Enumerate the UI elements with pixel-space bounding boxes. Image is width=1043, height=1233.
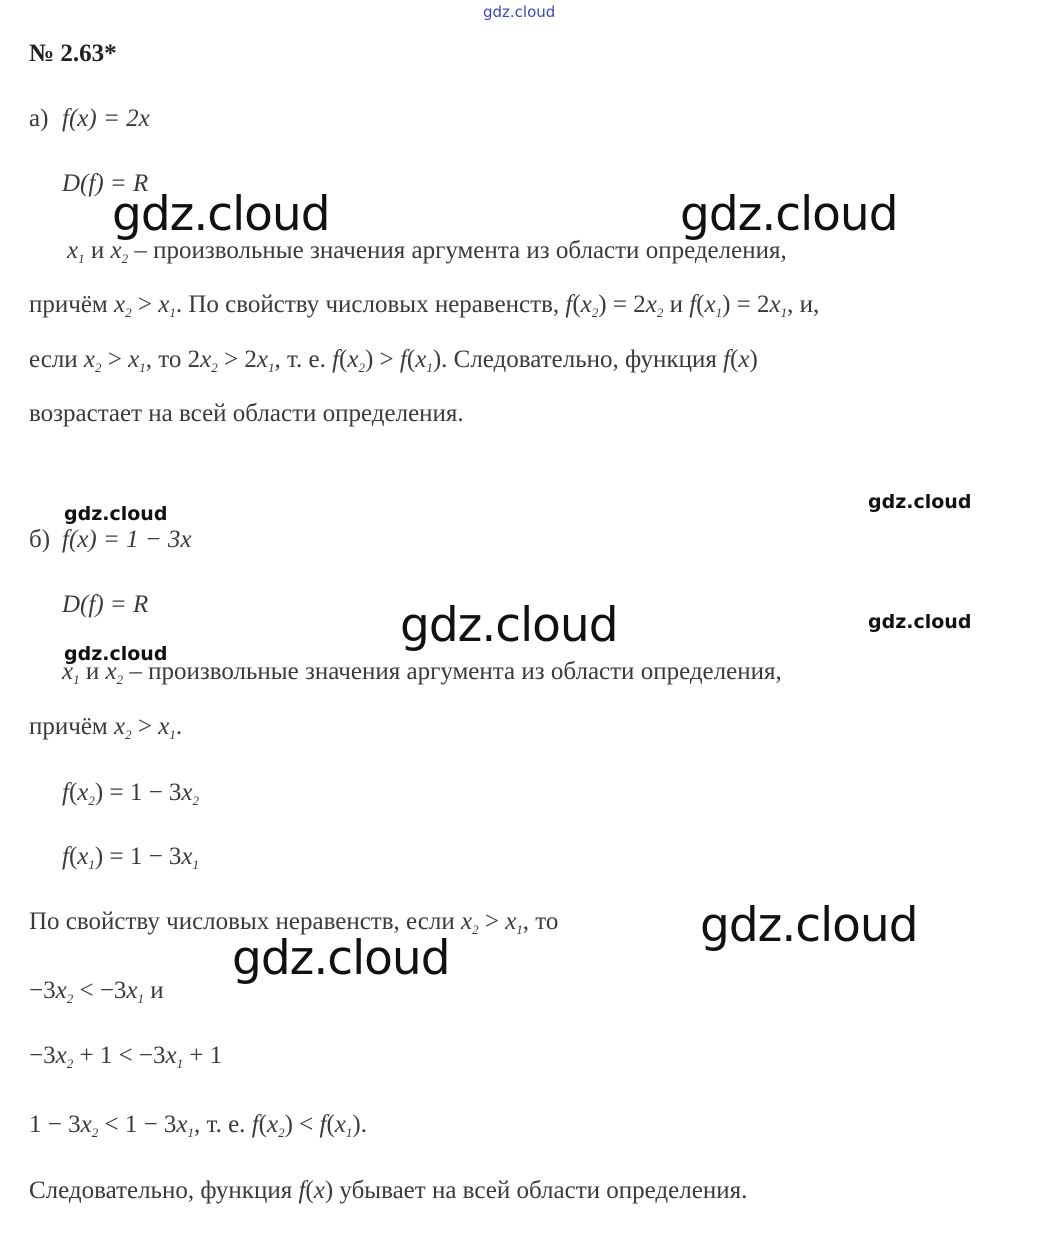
part-b-ineq3: $1 - 3x_2 < 1 - 3x_1$, т. е. $f(x_2) < f(x_1)$. xyxy=(29,1111,367,1140)
watermark-3: gdz.cloud xyxy=(64,503,168,525)
watermark-2: gdz.cloud xyxy=(680,187,898,242)
part-a-domain: D(f) = R xyxy=(62,170,149,197)
watermark-4: gdz.cloud xyxy=(868,491,972,513)
part-b-ineq1: $-3x_2 < -3x_1$ и xyxy=(29,977,164,1006)
part-a-line4: возрастает на всей области определения. xyxy=(29,400,464,427)
part-b-by-property: По свойству числовых неравенств, если $x_2 > x_1$, то xyxy=(29,908,559,937)
part-b-function: f(x) = 1 − 3x xyxy=(62,526,192,553)
watermark-9: gdz.cloud xyxy=(232,931,450,986)
problem-number: № 2.63* xyxy=(29,40,117,67)
part-b-label: б) xyxy=(29,526,51,553)
watermark-top: gdz.cloud xyxy=(483,3,556,21)
watermark-7: gdz.cloud xyxy=(64,643,168,665)
watermark-8: gdz.cloud xyxy=(700,898,918,953)
part-a-function: f(x) = 2x xyxy=(62,105,150,132)
part-b-line1: $x_1$ и $x_2$ – произвольные значения аргумента из области определения, xyxy=(62,658,782,687)
part-b-conclusion: Следовательно, функция f(x) убывает на всей области определения. xyxy=(29,1177,748,1204)
part-b-fx2: $f(x_2) = 1 - 3x_2$ xyxy=(62,779,200,808)
part-a-line2: причём $x_2 > x_1$. По свойству числовых неравенств, $f(x_2) = 2x_2$ и $f(x_1) = 2x_1$, и, xyxy=(29,291,820,320)
part-b-fx1: $f(x_1) = 1 - 3x_1$ xyxy=(62,843,200,872)
part-b-line2: причём $x_2 > x_1$. xyxy=(29,713,183,742)
watermark-1: gdz.cloud xyxy=(112,187,330,242)
part-a-line1: $x_1$ и $x_2$ – произвольные значения аргумента из области определения, xyxy=(67,237,787,266)
part-b-ineq2: $-3x_2 + 1 < -3x_1 + 1$ xyxy=(29,1042,223,1071)
part-b-domain: D(f) = R xyxy=(62,591,149,618)
part-a-label: а) xyxy=(29,105,49,132)
watermark-5: gdz.cloud xyxy=(400,598,618,653)
watermark-6: gdz.cloud xyxy=(868,611,972,633)
part-a-line3: если $x_2 > x_1$, то $2x_2 > 2x_1$, т. е. $f(x_2) > f(x_1)$. Следовательно, функция f(x) xyxy=(29,346,758,375)
